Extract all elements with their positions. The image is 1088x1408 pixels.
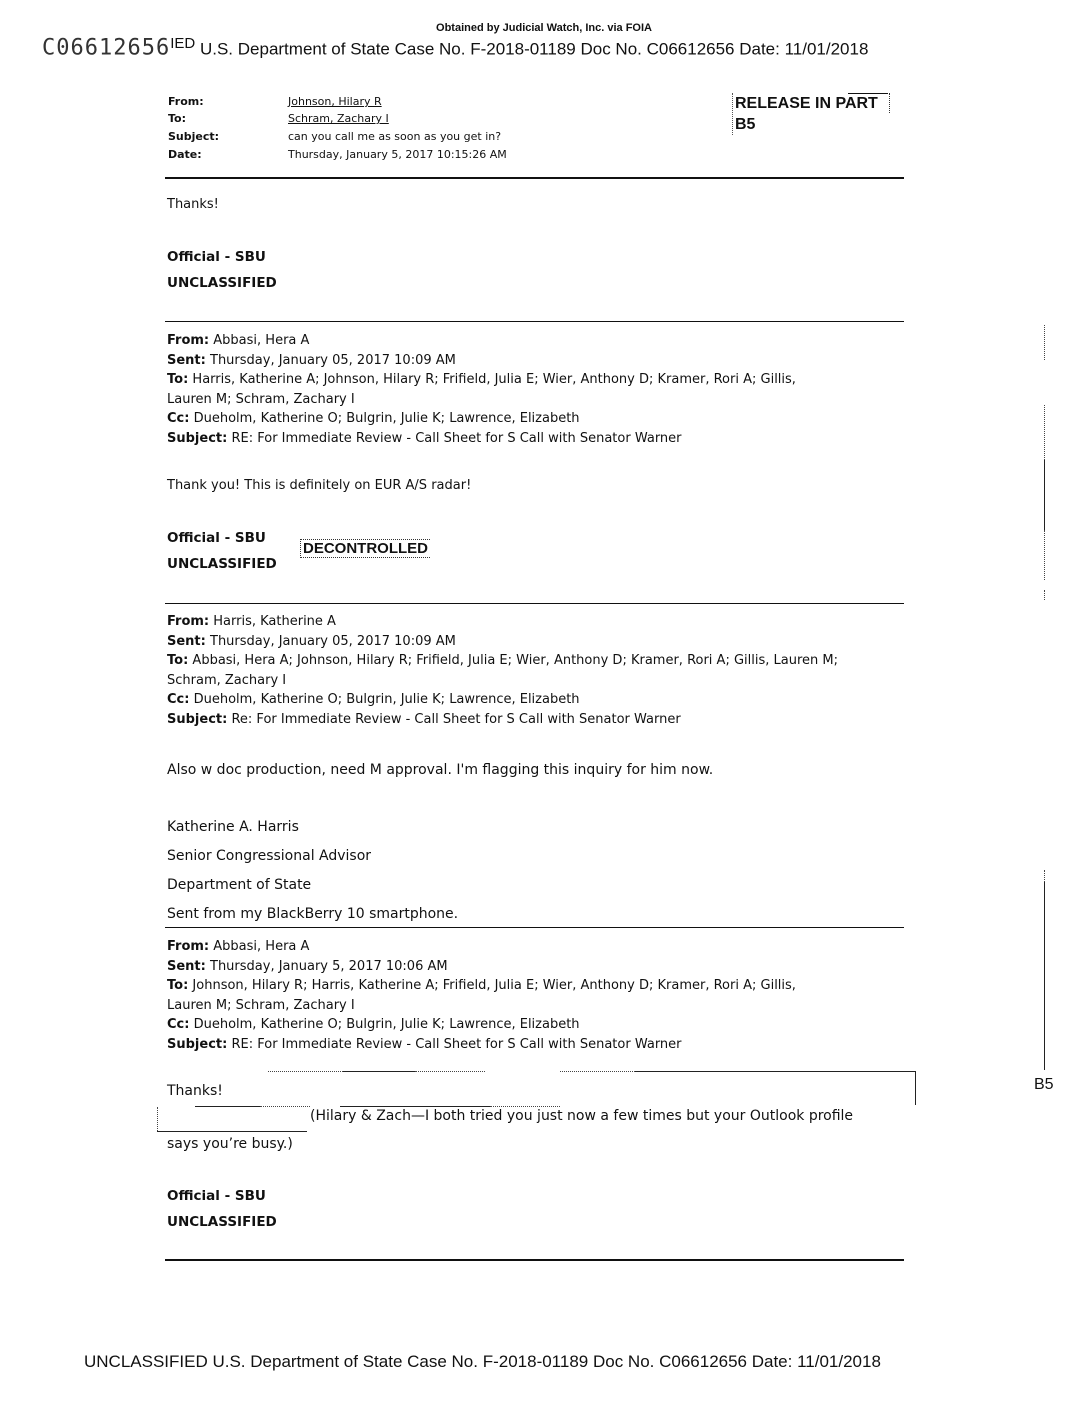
date-value: Thursday, January 5, 2017 10:15:26 AM [288,148,507,161]
divider [165,603,904,604]
marking-unclassified: UNCLASSIFIED [167,1214,277,1230]
sent-value: Thursday, January 05, 2017 10:09 AM [210,633,456,649]
message-1-header [167,331,796,448]
document-header [42,35,868,61]
marking-official-sbu: Official - SBU [167,249,266,265]
release-line1: RELEASE IN PART [735,95,878,112]
from-label: From: [167,939,210,954]
to-value: Schram, Zachary I [288,112,389,125]
from-value: Abbasi, Hera A [213,939,310,954]
subject-label: Subject: [168,130,220,143]
release-stamp-border [848,93,888,94]
divider [165,927,904,928]
redaction-border [343,1071,415,1072]
from-label: From: [167,333,210,348]
subject-value: RE: For Immediate Review - Call Sheet for S Call with Senator Warner [231,430,682,446]
to-label: To: [167,372,189,387]
from-label: From: [168,95,204,108]
sent-label: Sent: [167,958,206,974]
to-value: Abbasi, Hera A; Johnson, Hilary R; Frifield, Julia E; Wier, Anthony D; Kramer, Rori A; Gillis, Lauren M; [192,653,838,668]
doc-id-stamp: C06612656 [42,35,171,61]
subject-value: Re: For Immediate Review - Call Sheet for S Call with Senator Warner [231,711,681,727]
marking-unclassified: UNCLASSIFIED [167,275,277,291]
redaction-border [340,1106,490,1107]
redaction-border [195,1106,260,1107]
top-email-from-row [168,95,382,108]
message-3-body-line3: says you’re busy.) [167,1136,293,1152]
margin-mark [1044,460,1045,530]
divider [165,321,904,322]
top-email-body: Thanks! [167,197,219,212]
date-label: Date: [168,148,202,161]
to-value-cont: Lauren M; Schram, Zachary I [167,391,355,407]
from-value: Johnson, Hilary R [288,95,382,108]
top-email-subject-row [168,130,501,143]
decontrolled-stamp: DECONTROLLED [300,539,430,558]
margin-mark [1044,882,1045,1070]
message-2-header [167,612,838,729]
from-label: From: [167,614,210,629]
cc-label: Cc: [167,1017,190,1032]
redaction-border [915,1071,916,1105]
message-1-body: Thank you! This is definitely on EUR A/S radar! [167,478,472,493]
subject-value: RE: For Immediate Review - Call Sheet for S Call with Senator Warner [231,1036,682,1052]
margin-mark [1044,530,1045,580]
cc-label: Cc: [167,411,190,426]
divider [165,177,904,179]
message-3-header [167,937,796,1054]
release-line2: B5 [735,116,756,133]
cc-value: Dueholm, Katherine O; Bulgrin, Julie K; Lawrence, Elizabeth [193,411,580,426]
top-email-to-row [168,112,389,125]
to-value: Johnson, Hilary R; Harris, Katherine A; Frifield, Julia E; Wier, Anthony D; Kramer, Rori A; Gillis, [192,978,796,993]
to-label: To: [167,653,189,668]
redaction-border [157,1107,158,1131]
sent-value: Thursday, January 05, 2017 10:09 AM [210,352,456,368]
subject-label: Subject: [167,430,228,446]
cc-value: Dueholm, Katherine O; Bulgrin, Julie K; Lawrence, Elizabeth [193,1017,580,1032]
top-email-date-row [168,148,507,161]
document-footer: UNCLASSIFIED U.S. Department of State Case No. F-2018-01189 Doc No. C06612656 Date: 11/01/2018 [84,1352,881,1371]
release-stamp [732,93,878,135]
redaction-border [490,1106,560,1107]
margin-mark [1044,590,1045,600]
subject-label: Subject: [167,1036,228,1052]
marking-official-sbu: Official - SBU [167,1188,266,1204]
b5-exemption-label: B5 [1034,1076,1054,1093]
to-label: To: [168,112,186,125]
signature-title: Senior Congressional Advisor [167,848,372,864]
redaction-border [560,1071,635,1072]
margin-mark [1044,405,1045,460]
sent-label: Sent: [167,352,206,368]
redaction-border [635,1071,915,1072]
margin-mark [1044,870,1045,882]
from-value: Abbasi, Hera A [213,333,310,348]
foia-notice: Obtained by Judicial Watch, Inc. via FOIA [436,22,652,34]
marking-unclassified: UNCLASSIFIED [167,556,277,572]
redaction-border [268,1071,343,1072]
to-value-cont: Lauren M; Schram, Zachary I [167,997,355,1013]
redaction-border [415,1071,485,1072]
header-suffix: IED [170,35,196,52]
to-value-cont: Schram, Zachary I [167,672,287,688]
message-2-body: Also w doc production, need M approval. I'm flagging this inquiry for him now. [167,762,714,778]
signature-department: Department of State [167,877,312,893]
subject-label: Subject: [167,711,228,727]
release-stamp-border [889,93,890,113]
redaction-border [157,1131,307,1132]
header-case-info: U.S. Department of State Case No. F-2018-01189 Doc No. C06612656 Date: 11/01/2018 [199,39,869,59]
cc-value: Dueholm, Katherine O; Bulgrin, Julie K; Lawrence, Elizabeth [193,692,580,707]
cc-label: Cc: [167,692,190,707]
signature-name: Katherine A. Harris [167,819,299,835]
marking-official-sbu: Official - SBU [167,530,266,546]
to-label: To: [167,978,189,993]
divider [165,1259,904,1261]
to-value: Harris, Katherine A; Johnson, Hilary R; Frifield, Julia E; Wier, Anthony D; Kramer, Rori A; Gillis, [192,372,796,387]
margin-mark [1044,325,1045,360]
sent-label: Sent: [167,633,206,649]
message-3-body-line1: Thanks! [167,1083,223,1099]
signature-device: Sent from my BlackBerry 10 smartphone. [167,906,459,922]
subject-value: can you call me as soon as you get in? [288,130,502,143]
from-value: Harris, Katherine A [213,614,336,629]
redaction-border [260,1106,310,1107]
sent-value: Thursday, January 5, 2017 10:06 AM [210,958,448,974]
message-3-body-line2: (Hilary & Zach—I both tried you just now a few times but your Outlook profile [310,1108,854,1124]
